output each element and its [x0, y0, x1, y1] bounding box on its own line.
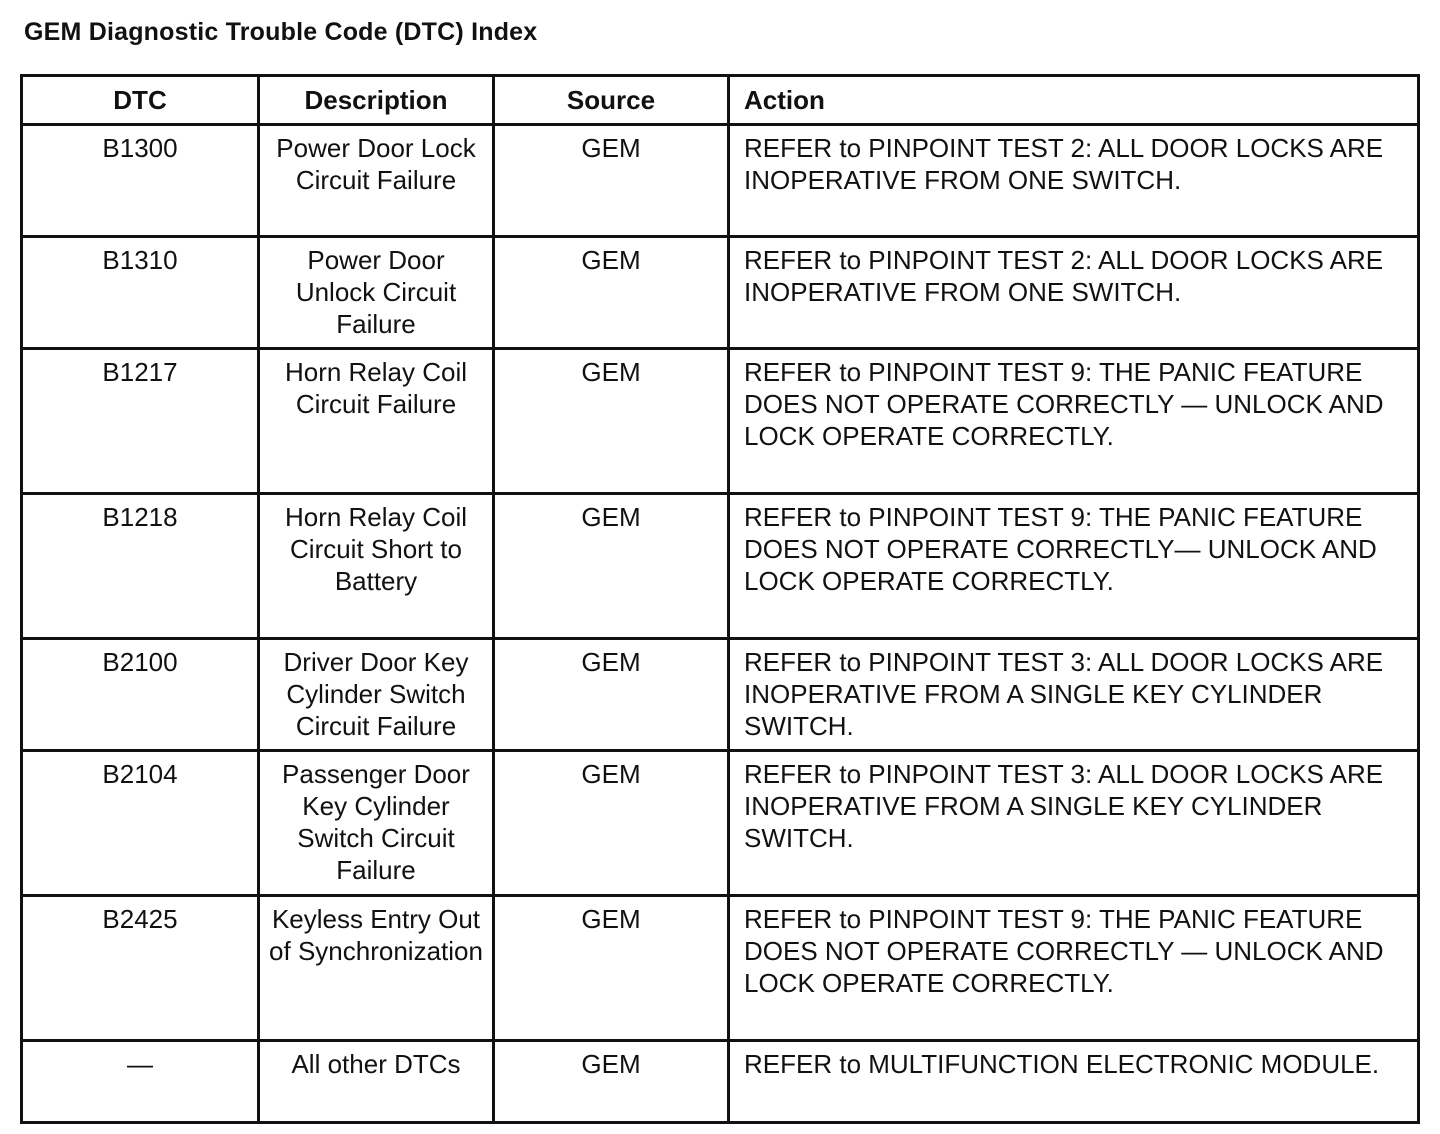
dtc-action: REFER to PINPOINT TEST 2: ALL DOOR LOCKS ARE INOPERATIVE FROM ONE SWITCH. [729, 237, 1419, 349]
table-row [22, 349, 1419, 494]
dtc-description: Power Door Lock Circuit Failure [259, 125, 494, 237]
table-row [22, 751, 1419, 896]
dtc-action: REFER to PINPOINT TEST 9: THE PANIC FEATURE DOES NOT OPERATE CORRECTLY — UNLOCK AND LOCK OPERATE CORRECTLY. [729, 896, 1419, 1041]
dtc-code: B1218 [22, 494, 259, 639]
page-title: GEM Diagnostic Trouble Code (DTC) Index [24, 18, 538, 46]
dtc-description: Horn Relay Coil Circuit Failure [259, 349, 494, 494]
dtc-code: B2104 [22, 751, 259, 896]
dtc-description: Power Door Unlock Circuit Failure [259, 237, 494, 349]
dtc-source: GEM [494, 349, 729, 494]
table-row [22, 494, 1419, 639]
header-source: Source [494, 76, 729, 125]
dtc-action: REFER to PINPOINT TEST 3: ALL DOOR LOCKS ARE INOPERATIVE FROM A SINGLE KEY CYLINDER SWITCH. [729, 639, 1419, 751]
dtc-description: Passenger Door Key Cylinder Switch Circuit Failure [259, 751, 494, 896]
dtc-code: B2100 [22, 639, 259, 751]
dtc-code: B1310 [22, 237, 259, 349]
table-row [22, 639, 1419, 751]
table-row [22, 1041, 1419, 1123]
dtc-description: Horn Relay Coil Circuit Short to Battery [259, 494, 494, 639]
dtc-code: B2425 [22, 896, 259, 1041]
dtc-description: Driver Door Key Cylinder Switch Circuit Failure [259, 639, 494, 751]
dtc-code: — [22, 1041, 259, 1123]
dtc-source: GEM [494, 751, 729, 896]
table-row [22, 125, 1419, 237]
dtc-source: GEM [494, 896, 729, 1041]
header-action: Action [729, 76, 1419, 125]
table-header-row [22, 76, 1419, 125]
dtc-source: GEM [494, 639, 729, 751]
table-row [22, 237, 1419, 349]
dtc-source: GEM [494, 494, 729, 639]
dtc-description: Keyless Entry Out of Synchronization [259, 896, 494, 1041]
dtc-source: GEM [494, 125, 729, 237]
header-description: Description [259, 76, 494, 125]
table-row [22, 896, 1419, 1041]
dtc-source: GEM [494, 1041, 729, 1123]
dtc-action: REFER to PINPOINT TEST 9: THE PANIC FEATURE DOES NOT OPERATE CORRECTLY— UNLOCK AND LOCK OPERATE CORRECTLY. [729, 494, 1419, 639]
dtc-code: B1217 [22, 349, 259, 494]
dtc-code: B1300 [22, 125, 259, 237]
dtc-action: REFER to PINPOINT TEST 3: ALL DOOR LOCKS ARE INOPERATIVE FROM A SINGLE KEY CYLINDER SWITCH. [729, 751, 1419, 896]
dtc-action: REFER to MULTIFUNCTION ELECTRONIC MODULE. [729, 1041, 1419, 1123]
dtc-action: REFER to PINPOINT TEST 9: THE PANIC FEATURE DOES NOT OPERATE CORRECTLY — UNLOCK AND LOCK OPERATE CORRECTLY. [729, 349, 1419, 494]
dtc-source: GEM [494, 237, 729, 349]
dtc-index-table [20, 74, 1420, 1124]
dtc-action: REFER to PINPOINT TEST 2: ALL DOOR LOCKS ARE INOPERATIVE FROM ONE SWITCH. [729, 125, 1419, 237]
header-dtc: DTC [22, 76, 259, 125]
dtc-description: All other DTCs [259, 1041, 494, 1123]
